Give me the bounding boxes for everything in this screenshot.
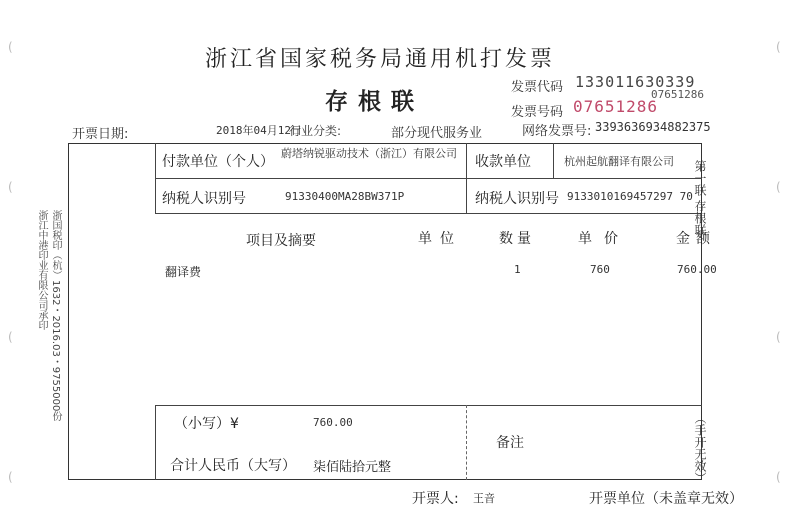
remarks-label: 备注 <box>496 435 524 451</box>
drawer-label: 开票人: <box>412 491 459 507</box>
feed-hole-mark: ( <box>776 330 781 344</box>
drawer-name: 王音 <box>473 492 495 505</box>
payer-tax-id: 91330400MA28BW371P <box>285 190 405 203</box>
network-number-label: 网络发票号: <box>522 124 592 139</box>
feed-hole-mark: ( <box>8 180 13 194</box>
col-header-item: 项目及摘要 <box>246 233 316 249</box>
col-header-unit: 单位 <box>418 231 462 247</box>
total-small-label: （小写）¥ <box>174 416 239 432</box>
industry-value: 部分现代服务业 <box>391 126 483 141</box>
printer-stub <box>34 210 62 422</box>
divider <box>155 405 156 480</box>
issue-date-label: 开票日期: <box>72 127 129 142</box>
col-header-qty: 数量 <box>499 231 535 247</box>
total-big-label: 合计人民币（大写） <box>170 458 296 474</box>
divider <box>466 143 467 213</box>
divider <box>155 405 702 406</box>
feed-hole-mark: ( <box>8 330 13 344</box>
feed-hole-mark: ( <box>776 470 781 484</box>
payee-tax-id: 9133010169457297 70 <box>567 190 693 203</box>
payer-name: 蔚塔纳锐驱动技术（浙江）有限公司 <box>281 147 457 160</box>
divider <box>466 405 467 480</box>
divider <box>155 213 702 214</box>
printer-stub-line: 浙江中港印业有限公司承印 <box>36 210 47 330</box>
feed-hole-mark: ( <box>776 40 781 54</box>
item-amount: 760.00 <box>677 263 717 276</box>
feed-hole-mark: ( <box>776 180 781 194</box>
invoice-code: 133011630339 <box>575 73 696 91</box>
invoice-subtitle: 存根联 <box>325 88 424 115</box>
printer-stub-line: 浙国税印（杭）1632・2016.03・9755000份 <box>50 210 61 422</box>
payee-name: 杭州起航翻译有限公司 <box>564 155 674 168</box>
payee-name-label: 收款单位 <box>475 154 531 170</box>
feed-hole-mark: ( <box>8 470 13 484</box>
divider <box>155 143 156 213</box>
copy-label: 第一联 存根联 <box>693 160 707 236</box>
total-small-value: 760.00 <box>313 416 353 429</box>
payee-tax-id-label: 纳税人识别号 <box>475 191 559 207</box>
payee-unit-label: 开票单位（未盖章无效） <box>589 491 743 507</box>
invoice-number-label: 发票号码 <box>511 105 564 120</box>
col-header-price: 单价 <box>578 231 630 247</box>
item-qty: 1 <box>514 263 521 276</box>
total-big-value: 柒佰陆拾元整 <box>313 460 392 475</box>
payer-tax-id-label: 纳税人识别号 <box>162 191 246 207</box>
issue-date: 2018年04月12日 <box>216 124 302 137</box>
payer-name-label: 付款单位（个人） <box>162 154 274 170</box>
invoice-number: 07651286 <box>573 97 659 116</box>
item-price: 760 <box>590 263 610 276</box>
invoice-code-small: 07651286 <box>651 88 704 101</box>
invoice-title: 浙江省国家税务局通用机打发票 <box>205 47 556 72</box>
col-header-amount: 金额 <box>676 231 716 247</box>
item-name: 翻译费 <box>165 265 202 279</box>
divider <box>553 143 554 178</box>
network-number: 3393636934882375 <box>595 120 711 134</box>
void-note: （手开无效） <box>693 412 707 484</box>
divider <box>155 178 702 179</box>
industry-label: 行业分类: <box>289 124 342 138</box>
invoice-code-label: 发票代码 <box>511 80 564 95</box>
feed-hole-mark: ( <box>8 40 13 54</box>
